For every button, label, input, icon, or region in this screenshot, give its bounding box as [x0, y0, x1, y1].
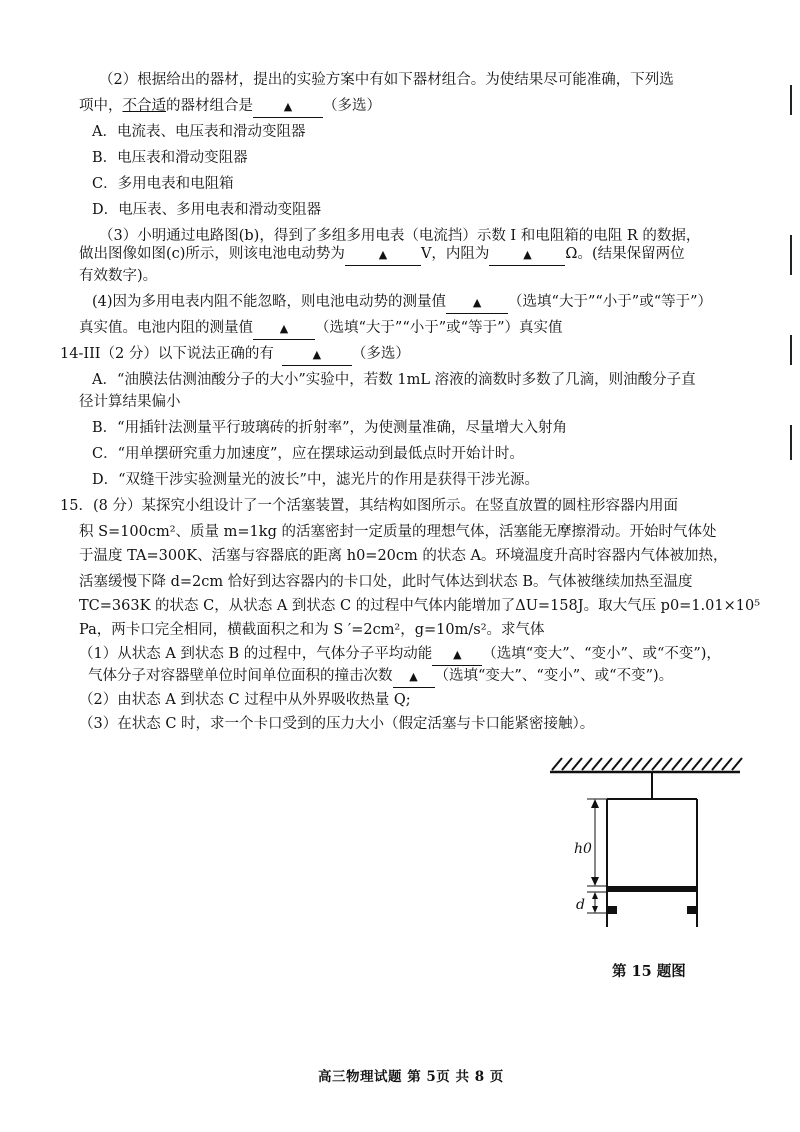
q14-3-line1: （3）小明通过电路图(b)，得到了多组多用电表（电流挡）示数 I 和电阻箱的电阻 R 的数据， [99, 228, 701, 244]
blank-marker-icon: ▲ [312, 348, 322, 361]
q14-4-resistance-compare-blank[interactable] [253, 318, 315, 340]
q14-III-stem-text: 14-III（2 分）以下说法正确的有 [60, 346, 274, 362]
q14-III-option-c: C．“用单摆研究重力加速度”，应在摆球运动到最低点时开始计时。 [92, 446, 524, 462]
q14-3-line3: 有效数字)。 [79, 268, 158, 284]
q14-4-text-b: （选填“大于”“小于”或“等于”） [508, 294, 713, 310]
scan-edge-mark [790, 335, 792, 365]
q15-line6: Pa，两卡口完全相同，横截面积之和为 S ′=2cm²，g=10m/s²。求气体 [79, 622, 545, 638]
q15-sub1-line1 [79, 644, 721, 666]
q15-kinetic-energy-blank[interactable] [432, 644, 482, 666]
q14-4-text-c: 真实值。电池内阻的测量值 [79, 320, 253, 336]
h0-label: h0 [574, 841, 592, 857]
q14-3-text-a: 做出图像如图(c)所示，则该电池电动势为 [79, 246, 345, 262]
q14-2-option-d: D．电压表、多用电表和滑动变阻器 [92, 202, 322, 218]
d-dimension [587, 892, 607, 913]
q14-3-text-b: V，内阻为 [420, 246, 490, 262]
q14-2-text-a: 项中， [79, 98, 123, 114]
q14-III-option-a-line2: 径计算结果偏小 [79, 394, 181, 410]
blank-marker-icon: ▲ [378, 248, 388, 261]
right-stopper [687, 906, 696, 914]
q14-III-option-b: B．“用插针法测量平行玻璃砖的折射率”，为使测量准确，尽量增大入射角 [92, 420, 567, 436]
q15-sub1-text-b: （选填“变大”、“变小”、或“不变”)， [482, 646, 721, 662]
blank-marker-icon: ▲ [453, 648, 462, 661]
q15-line1: 15．(8 分）某探究小组设计了一个活塞装置，其结构如图所示。在竖直放置的圆柱形容器内用面 [60, 498, 678, 514]
cylinder-container [607, 799, 697, 927]
q15-sub3: （3）在状态 C 时，求一个卡口受到的压力大小（假定活塞与卡口能紧密接触）。 [79, 716, 595, 732]
q15-sub1-line2 [88, 666, 673, 688]
q14-2-emph-text: 不合适 [122, 98, 166, 114]
q15-sub2: （2）由状态 A 到状态 C 过程中从外界吸收热量 Q; [79, 692, 411, 708]
blank-marker-icon: ▲ [523, 248, 532, 261]
q14-4-text-d: （选填“大于”“小于”或“等于”）真实值 [315, 320, 563, 336]
q15-sub1-text-a: （1）从状态 A 到状态 B 的过程中，气体分子平均动能 [79, 646, 433, 662]
q14-3-emf-blank[interactable] [345, 244, 421, 266]
q14-4-line1 [92, 292, 712, 314]
q14-2-line1: （2）根据给出的器材，提出的实验方案中有如下器材组合。为使结果尽可能准确，下列选 [99, 72, 674, 88]
q14-2-option-c: C．多用电表和电阻箱 [92, 176, 234, 192]
q14-4-emf-compare-blank[interactable] [446, 292, 508, 314]
q14-3-line2 [79, 244, 685, 266]
q14-2-text-d: （多选） [323, 98, 381, 114]
q14-2-option-b: B．电压表和滑动变阻器 [92, 150, 248, 166]
blank-marker-icon: ▲ [409, 670, 418, 683]
q15-line5: TC=363K 的状态 C，从状态 A 到状态 C 的过程中气体内能增加了ΔU=158J。取大气压 p0=1.01×10⁵ [79, 598, 761, 614]
d-label: d [576, 897, 585, 913]
q14-III-option-a-line1: A．“油膜法估测油酸分子的大小”实验中，若数 1mL 溶液的滴数时多数了几滴，则油酸分子直 [92, 372, 696, 388]
piston-container-figure [545, 755, 750, 985]
q14-III-stem [60, 344, 410, 366]
ceiling [550, 758, 742, 772]
figure-caption: 第 15 题图 [612, 963, 686, 980]
q14-2-option-a: A．电流表、电压表和滑动变阻器 [92, 124, 306, 140]
blank-marker-icon: ▲ [472, 296, 482, 309]
scan-edge-mark [790, 85, 792, 115]
q14-III-answer-blank[interactable] [282, 344, 352, 366]
scan-edge-mark [790, 235, 792, 275]
q14-4-line2 [79, 318, 562, 340]
q14-III-stem-suffix: （多选） [351, 346, 410, 362]
scan-edge-mark [790, 425, 792, 460]
q14-2-line2 [79, 96, 381, 118]
q14-4-text-a: (4)因为多用电表内阻不能忽略，则电池电动势的测量值 [92, 294, 447, 310]
piston [607, 886, 697, 892]
q14-3-text-c: Ω。(结果保留两位 [565, 246, 685, 262]
blank-marker-icon: ▲ [279, 322, 289, 335]
q14-2-answer-blank[interactable] [253, 96, 323, 118]
q14-3-resistance-blank[interactable] [489, 244, 565, 266]
q15-collision-blank[interactable] [393, 666, 435, 688]
left-stopper [608, 906, 617, 914]
q15-line2: 积 S=100cm²、质量 m=1kg 的活塞密封一定质量的理想气体，活塞能无摩擦滑动。开始时气体处 [79, 524, 717, 540]
q14-III-option-d: D．“双缝干涉实验测量光的波长”中，滤光片的作用是获得干涉光源。 [92, 472, 539, 488]
blank-marker-icon: ▲ [283, 100, 293, 113]
q14-2-text-c: 的器材组合是 [166, 98, 253, 114]
q15-line4: 活塞缓慢下降 d=2cm 恰好到达容器内的卡口处，此时气体达到状态 B。气体被继续加热至温度 [79, 574, 693, 590]
q15-sub1-text-d: （选填“变大”、“变小”、或“不变”)。 [434, 668, 674, 684]
q15-sub1-text-c: 气体分子对容器壁单位时间单位面积的撞击次数 [88, 668, 393, 684]
q15-line3: 于温度 TA=300K、活塞与容器底的距离 h0=20cm 的状态 A。环境温度升高时容器内气体被加热， [79, 548, 728, 564]
page-footer: 高三物理试题 第 5页 共 8 页 [318, 1069, 504, 1085]
